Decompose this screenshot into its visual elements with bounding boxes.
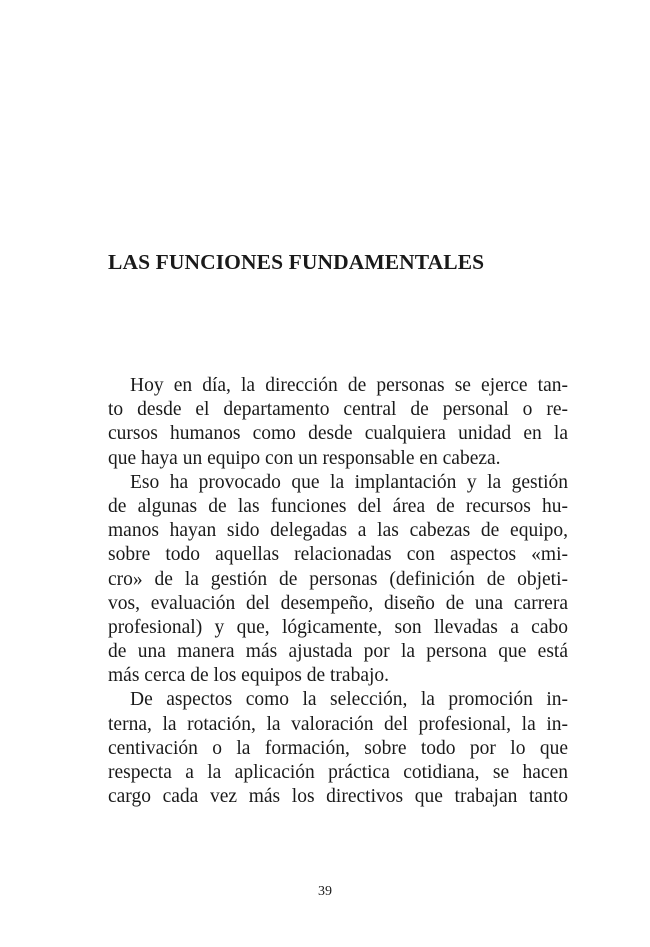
text-line: to desde el departamento central de personal o re- xyxy=(108,399,568,421)
text-line: más cerca de los equipos de trabajo. xyxy=(108,665,390,687)
text-line: terna, la rotación, la valoración del profesional, la in- xyxy=(108,713,568,735)
text-line: centivación o la formación, sobre todo por lo que xyxy=(108,737,568,759)
text-line: De aspectos como la selección, la promoción in- xyxy=(130,689,568,711)
body-text xyxy=(108,374,568,809)
text-line: de algunas de las funciones del área de recursos hu- xyxy=(108,495,568,517)
text-line: manos hayan sido delegadas a las cabezas de equipo, xyxy=(108,520,568,542)
text-line: cro» de la gestión de personas (definición de objeti- xyxy=(108,568,568,590)
text-line: sobre todo aquellas relacionadas con aspectos «mi- xyxy=(108,544,568,566)
page-number: 39 xyxy=(318,884,332,899)
text-line: Eso ha provocado que la implantación y la gestión xyxy=(130,471,568,493)
text-line: de una manera más ajustada por la persona que está xyxy=(108,641,568,663)
text-line: respecta a la aplicación práctica cotidiana, se hacen xyxy=(108,762,568,783)
text-line: profesional) y que, lógicamente, son llevadas a cabo xyxy=(108,616,568,638)
text-line: vos, evaluación del desempeño, diseño de una carrera xyxy=(108,592,568,614)
chapter-heading: LAS FUNCIONES FUNDAMENTALES xyxy=(108,250,485,274)
text-line: cursos humanos como desde cualquiera unidad en la xyxy=(108,423,568,445)
text-line: que haya un equipo con un responsable en cabeza. xyxy=(108,447,501,469)
text-line: Hoy en día, la dirección de personas se ejerce tan- xyxy=(130,375,568,396)
text-line: cargo cada vez más los directivos que trabajan tanto xyxy=(108,786,568,808)
